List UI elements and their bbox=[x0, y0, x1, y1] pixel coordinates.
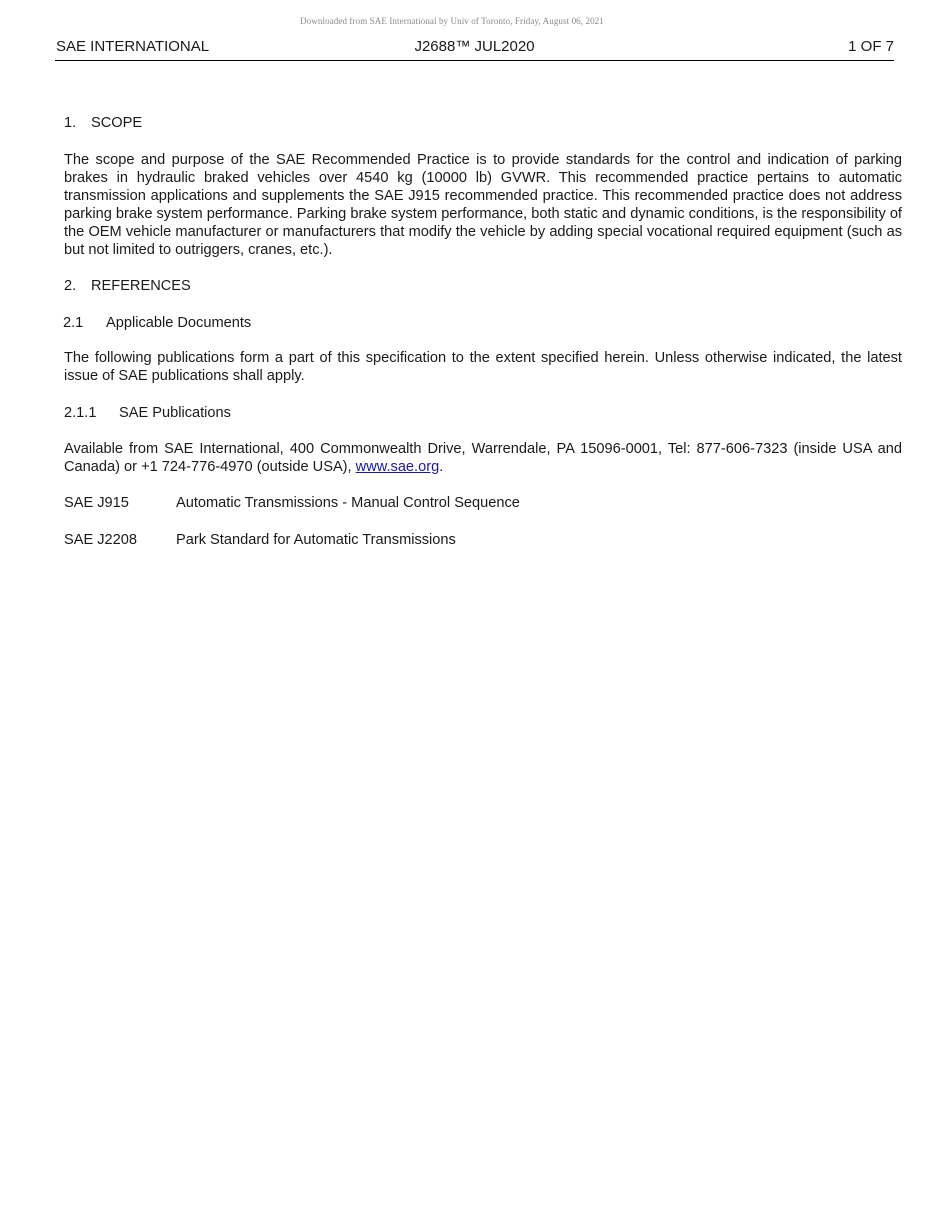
download-watermark: Downloaded from SAE International by Univ of Toronto, Friday, August 06, 2021 bbox=[300, 16, 604, 26]
publications-text-end: . bbox=[439, 459, 444, 475]
header-organization: SAE INTERNATIONAL bbox=[56, 38, 210, 55]
sae-publications-paragraph bbox=[64, 440, 902, 476]
document-body bbox=[64, 114, 902, 549]
section-sae-publications-heading bbox=[64, 404, 902, 422]
section-applicable-documents-heading bbox=[63, 314, 902, 332]
section-title: SAE Publications bbox=[119, 405, 231, 421]
section-number: 2.1.1 bbox=[64, 405, 97, 421]
sae-website-link[interactable]: www.sae.org bbox=[355, 459, 440, 475]
reference-item bbox=[64, 531, 902, 549]
section-number: 1. bbox=[64, 115, 77, 131]
header-document-id: J2688™ JUL2020 bbox=[414, 38, 535, 55]
reference-id: SAE J2208 bbox=[64, 532, 138, 548]
scope-paragraph: The scope and purpose of the SAE Recommended Practice is to provide standards for the control and indication of parking brakes in hydraulic braked vehicles over 4540 kg (10000 lb) GVWR. This recommended practice pertains to automatic transmission applications and supplements the SAE J915 recommended practice. This recommended practice does not address parking brake system performance. Parking brake system performance, both static and dynamic conditions, is the responsibility of the OEM vehicle manufacturer or manufacturers that modify the vehicle by adding special vocational required equipment (such as but not limited to outriggers, cranes, etc.). bbox=[64, 152, 902, 258]
reference-item bbox=[64, 494, 902, 512]
section-scope-heading bbox=[64, 114, 902, 132]
page-header bbox=[55, 38, 894, 61]
publications-text: Available from SAE International, 400 Commonwealth Drive, Warrendale, PA 15096-0001, Tel: 877-606-7323 (inside USA and Canada) or +1 724-776-4970 (outside USA), bbox=[64, 441, 902, 475]
section-title: SCOPE bbox=[91, 115, 143, 131]
section-title: Applicable Documents bbox=[106, 315, 252, 331]
section-number: 2. bbox=[64, 278, 77, 294]
section-references-heading bbox=[64, 277, 902, 295]
applicable-documents-paragraph: The following publications form a part of this specification to the extent specified herein. Unless otherwise indicated, the latest issue of SAE publications shall apply. bbox=[64, 350, 902, 384]
reference-id: SAE J915 bbox=[64, 495, 129, 511]
reference-title: Park Standard for Automatic Transmissions bbox=[176, 532, 456, 548]
header-page-number: 1 OF 7 bbox=[848, 38, 894, 55]
section-number: 2.1 bbox=[63, 315, 84, 331]
reference-title: Automatic Transmissions - Manual Control Sequence bbox=[176, 495, 520, 511]
section-title: REFERENCES bbox=[91, 278, 191, 294]
